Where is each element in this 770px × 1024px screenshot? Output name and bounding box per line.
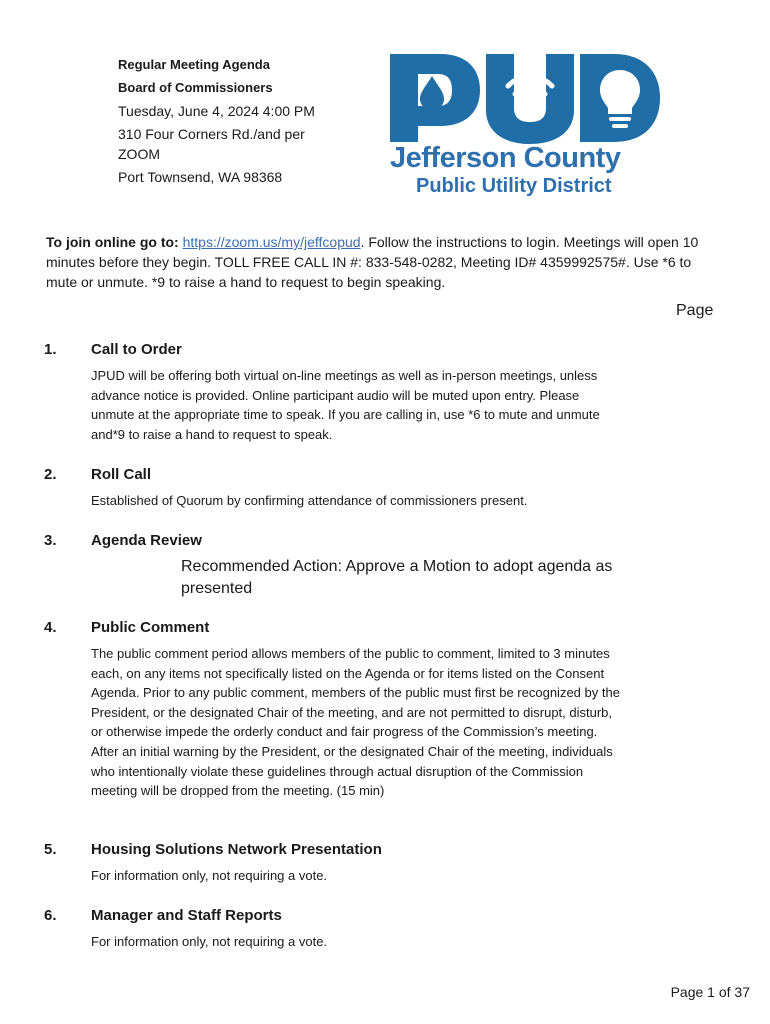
logo-district-text: Public Utility District [416, 175, 612, 197]
item-body: For information only, not requiring a vote. [91, 934, 328, 949]
item-number: 3. [44, 532, 57, 549]
meeting-date: Tuesday, June 4, 2024 4:00 PM [118, 103, 315, 119]
join-label: To join online go to: [46, 234, 179, 250]
page-column-label: Page [676, 302, 714, 319]
pud-logo-letters [388, 52, 662, 144]
item-title: Manager and Staff Reports [91, 907, 282, 924]
item-body: For information only, not requiring a vote. [91, 868, 328, 883]
item-title: Housing Solutions Network Presentation [91, 841, 382, 858]
item-title: Agenda Review [91, 532, 202, 549]
board-name: Board of Commissioners [118, 80, 273, 95]
wifi-icon [508, 76, 552, 102]
logo-county-text: Jefferson County [390, 142, 621, 174]
meeting-city: Port Townsend, WA 98368 [118, 169, 283, 185]
meeting-address-zoom: ZOOM [118, 146, 160, 162]
item-body: JPUD will be offering both virtual on-line meetings as well as in-person meetings, unless advance notice is provided. Online participant audio will be muted upon entry. Please unmute at the appropriate time to speak. If you are calling in, use *6 to mute and unmute and*9 to raise a hand to request to speak. [91, 368, 600, 442]
item-title: Call to Order [91, 341, 182, 358]
join-text: . Follow the instructions to login. Meetings will open 10 minutes before they begin. TOLL FREE CALL IN #: 833-548-0282, Meeting ID# 4359992575#. Use *6 to mute or unmute. *9 to raise a hand to request to begin speaking. [46, 234, 699, 290]
join-instructions [46, 232, 726, 292]
item-number: 4. [44, 619, 57, 636]
item-number: 6. [44, 907, 57, 924]
item-body: Established of Quorum by confirming attendance of commissioners present. [91, 493, 528, 508]
item-number: 1. [44, 341, 57, 358]
page-number: Page 1 of 37 [670, 984, 750, 1000]
item-number: 2. [44, 466, 57, 483]
meeting-address: 310 Four Corners Rd./and per [118, 126, 305, 142]
recommended-action: Recommended Action: Approve a Motion to adopt agenda as presented [181, 558, 613, 597]
pud-logo [388, 52, 662, 202]
item-body: The public comment period allows members of the public to comment, limited to 3 minutes each, on any items not specifically listed on the Agenda or for items listed on the Consent Agenda. Prior to any public comment, members of the public must first be recognized by the President, or the designated Chair of the meeting, and are not permitted to disrupt, disturb, or otherwise impede the orderly conduct and fair progress of the Commission’s meeting. After an initial warning by the President, or the designated Chair of the meeting, individuals who intentionally violate these guidelines through actual disruption of the Commission meeting will be dropped from the meeting. (15 min) [91, 646, 620, 799]
item-title: Roll Call [91, 466, 152, 483]
zoom-link[interactable]: https://zoom.us/my/jeffcopud [182, 234, 361, 250]
item-title: Public Comment [91, 619, 210, 636]
meeting-type: Regular Meeting Agenda [118, 57, 270, 72]
item-number: 5. [44, 841, 57, 858]
water-drop-icon [420, 76, 444, 110]
meeting-header [118, 54, 348, 189]
